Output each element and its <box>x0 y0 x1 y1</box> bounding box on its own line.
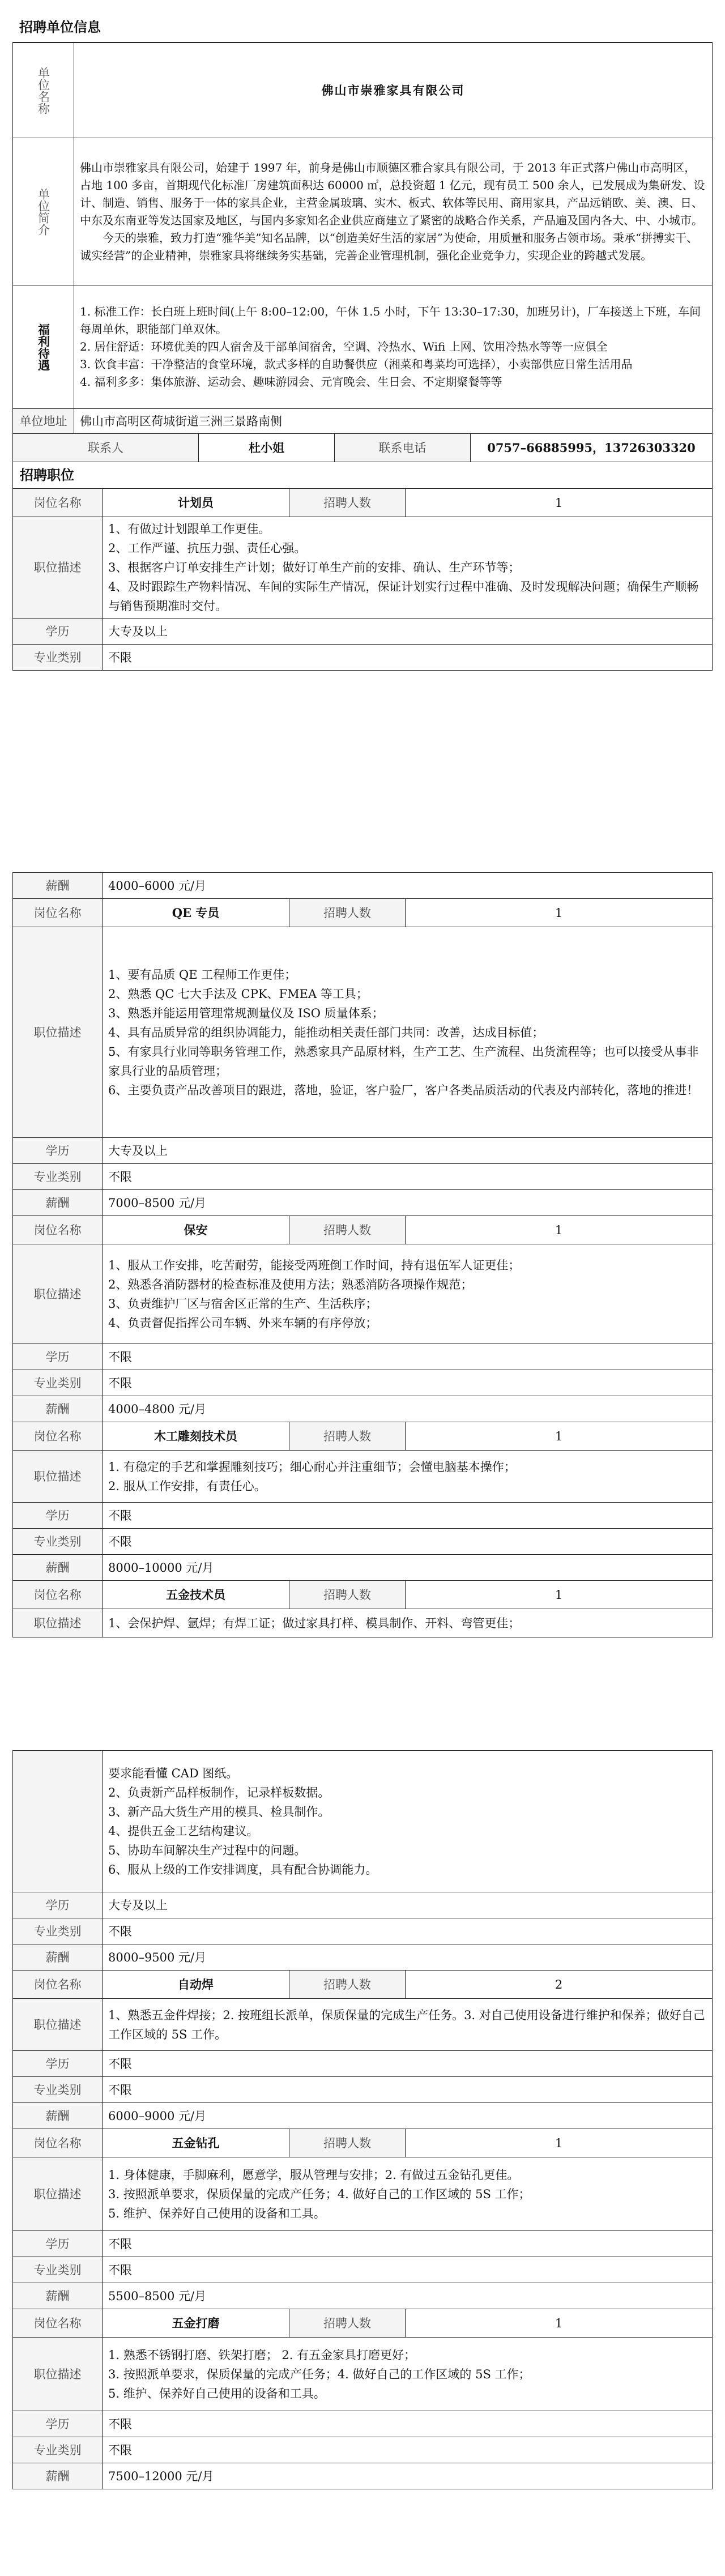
salary-value: 8000–9500 元/月 <box>103 1944 713 1971</box>
job-name-label: 岗位名称 <box>13 1581 103 1609</box>
major-value: 不限 <box>103 1370 713 1396</box>
headcount-label: 招聘人数 <box>289 2309 406 2338</box>
desc-label: 职位描述 <box>13 927 103 1138</box>
job-description <box>103 1244 713 1344</box>
jobs-table-3 <box>12 1750 713 2489</box>
desc-label: 职位描述 <box>13 517 103 619</box>
desc-line: 3、负责维护厂区与宿舍区正常的生产、生活秩序； <box>108 1296 378 1311</box>
company-name: 佛山市崇雅家具有限公司 <box>74 43 713 138</box>
welfare-item: 4. 福利多多：集体旅游、运动会、趣味游园会、元宵晚会、生日会、不定期聚餐等等 <box>80 375 502 389</box>
headcount: 1 <box>406 1422 713 1451</box>
job-name: 自动焊 <box>103 1971 289 1999</box>
desc-line: 6、服从上级的工作安排调度，具有配合协调能力。 <box>108 1862 378 1876</box>
job-name-label: 岗位名称 <box>13 2129 103 2157</box>
major-label: 专业类别 <box>13 1370 103 1396</box>
desc-line: 1、服从工作安排，吃苦耐劳，能接受两班倒工作时间，持有退伍军人证更佳； <box>108 1258 521 1272</box>
edu-label: 学历 <box>13 2051 103 2077</box>
headcount-label: 招聘人数 <box>289 1216 406 1244</box>
job-name: 五金钻孔 <box>103 2129 289 2157</box>
major-value: 不限 <box>103 2257 713 2283</box>
edu-label: 学历 <box>13 1503 103 1529</box>
desc-line: 5. 维护、保养好自己使用的设备和工具。 <box>108 2206 326 2220</box>
salary-label: 薪酬 <box>13 1396 103 1422</box>
headcount-label: 招聘人数 <box>289 2129 406 2157</box>
desc-line: 1. 有稳定的手艺和掌握雕刻技巧；细心耐心并注重细节；会懂电脑基本操作； <box>108 1460 516 1474</box>
phone-label: 联系电话 <box>335 434 471 462</box>
desc-line: 1、熟悉五金件焊接；2. 按班组长派单，保质保量的完成生产任务。3. 对自己使用设备进行维护和保养；做好自己工作区域的 5S 工作。 <box>103 1999 713 2051</box>
edu-label: 学历 <box>13 1138 103 1164</box>
major-label: 专业类别 <box>13 645 103 671</box>
desc-label: 职位描述 <box>13 1244 103 1344</box>
edu-label: 学历 <box>13 619 103 645</box>
salary-value: 4000–4800 元/月 <box>103 1396 713 1422</box>
job-name-label: 岗位名称 <box>13 1971 103 1999</box>
headcount: 1 <box>406 899 713 927</box>
headcount: 1 <box>406 2129 713 2157</box>
desc-line: 4、具有品质异常的组织协调能力，能推动相关责任部门共同：改善，达成目标值； <box>108 1025 544 1039</box>
jobs-title: 招聘职位 <box>12 462 713 488</box>
salary-label: 薪酬 <box>13 873 103 899</box>
major-value: 不限 <box>103 645 713 671</box>
welfare-item: 2. 居住舒适：环境优美的四人宿舍及干部单间宿舍，空调、冷热水、Wifi 上网、饮用冷热水等等一应俱全 <box>80 340 608 353</box>
desc-label: 职位描述 <box>13 1999 103 2051</box>
company-intro-label: 单位简介 <box>13 138 74 285</box>
job-name: QE 专员 <box>103 899 289 927</box>
job-name-label: 岗位名称 <box>13 1216 103 1244</box>
headcount-label: 招聘人数 <box>289 899 406 927</box>
edu-value: 不限 <box>103 2051 713 2077</box>
job-name: 五金技术员 <box>103 1581 289 1609</box>
desc-line: 6、主要负责产品改善项目的跟进，落地，验证，客户验厂，客户各类品质活动的代表及内部转化，落地的推进！ <box>108 1083 699 1097</box>
company-intro <box>74 138 713 285</box>
desc-line: 1、要有品质 QE 工程师工作更佳； <box>108 967 297 982</box>
desc-line: 1、会保护焊、氩焊；有焊工证；做过家具打样、模具制作、开料、弯管更佳； <box>103 1609 713 1637</box>
edu-label: 学历 <box>13 1344 103 1370</box>
headcount: 1 <box>406 2309 713 2338</box>
job-description <box>103 2157 713 2231</box>
desc-label: 职位描述 <box>13 1609 103 1637</box>
address-label: 单位地址 <box>13 409 74 434</box>
desc-line: 2、熟悉 QC 七大手法及 CPK、FMEA 等工具； <box>108 987 368 1001</box>
headcount: 2 <box>406 1971 713 1999</box>
edu-value: 不限 <box>103 1503 713 1529</box>
major-value: 不限 <box>103 1529 713 1555</box>
desc-line: 5. 维护、保养好自己使用的设备和工具。 <box>108 2386 326 2400</box>
salary-label: 薪酬 <box>13 1190 103 1216</box>
salary-value: 6000–9000 元/月 <box>103 2103 713 2129</box>
edu-value: 不限 <box>103 1344 713 1370</box>
desc-line: 1. 身体健康，手脚麻利，愿意学，服从管理与安排；2. 有做过五金钻孔更佳。 <box>108 2168 519 2182</box>
jobs-table-2 <box>12 872 713 1637</box>
edu-label: 学历 <box>13 1892 103 1918</box>
desc-line: 1. 熟悉不锈钢打磨、铁架打磨； 2. 有五金家具打磨更好； <box>108 2348 416 2362</box>
major-value: 不限 <box>103 1918 713 1944</box>
welfare-item: 3. 饮食丰富：干净整洁的食堂环境，款式多样的自助餐供应（湘菜和粤菜均可选择），小卖部供应日常生活用品 <box>80 357 633 371</box>
desc-line: 3、新产品大货生产用的模具、检具制作。 <box>108 1805 330 1819</box>
salary-value: 8000–10000 元/月 <box>103 1555 713 1581</box>
company-info-section <box>12 12 713 671</box>
headcount-label: 招聘人数 <box>289 1581 406 1609</box>
job-name: 木工雕刻技术员 <box>103 1422 289 1451</box>
headcount: 1 <box>406 489 713 517</box>
job-name-label: 岗位名称 <box>13 899 103 927</box>
job-name-label: 岗位名称 <box>13 2309 103 2338</box>
desc-line: 2、熟悉各消防器材的检查标准及使用方法；熟悉消防各项操作规范； <box>108 1277 473 1291</box>
intro-paragraph-1: 佛山市崇雅家具有限公司，始建于 1997 年，前身是佛山市顺德区雅合家具有限公司，于 2013 年正式落户佛山市高明区，占地 100 多亩，首期现代化标准厂房建筑面积达 60000 ㎡，总投资超 1 亿元，现有员工 500 余人，已发展成为集研发、设计、制造、销售、服务于一体的家具企业，主营金属玻璃、实木、板式、软体等民用、商用家具，产品远销欧、美、澳、日、中东及东南亚等发达国家及地区，与国内多家知名企业供应商建立了紧密的战略合作关系，产品遍及国内各大、中、小城市。 <box>80 160 705 227</box>
contact-phone: 0757–66885995，13726303320 <box>471 434 713 462</box>
jobs-section-3 <box>12 1750 713 2489</box>
salary-label: 薪酬 <box>13 2283 103 2309</box>
job-description <box>103 1451 713 1503</box>
welfare-label: 福利待遇 <box>13 285 74 409</box>
edu-value: 不限 <box>103 2411 713 2437</box>
salary-value: 7000–8500 元/月 <box>103 1190 713 1216</box>
company-info-table <box>12 42 713 462</box>
desc-line: 4、及时跟踪生产物料情况、车间的实际生产情况，保证计划实行过程中准确、及时发现解决问题；确保生产顺畅与销售预期准时交付。 <box>108 580 699 613</box>
company-address: 佛山市高明区荷城街道三洲三景路南侧 <box>74 409 713 434</box>
desc-line: 1、有做过计划跟单工作更佳。 <box>108 522 271 536</box>
desc-line: 3. 按照派单要求，保质保量的完成产任务；4. 做好自己的工作区域的 5S 工作； <box>108 2367 531 2381</box>
job-name: 保安 <box>103 1216 289 1244</box>
salary-value: 7500–12000 元/月 <box>103 2463 713 2489</box>
jobs-section-2 <box>12 872 713 1637</box>
desc-line: 要求能看懂 CAD 图纸。 <box>108 1766 238 1780</box>
desc-line: 2、工作严谨、抗压力强、责任心强。 <box>108 541 306 555</box>
edu-value: 大专及以上 <box>103 619 713 645</box>
major-label: 专业类别 <box>13 1918 103 1944</box>
welfare-item: 1. 标准工作：长白班上班时间(上午 8:00–12:00，午休 1.5 小时，下午 13:30–17:30，加班另计)，厂车接送上下班，车间每周单休，职能部门单双休。 <box>80 305 701 336</box>
job-description <box>103 1751 713 1892</box>
contact-label: 联系人 <box>13 434 199 462</box>
salary-value: 4000–6000 元/月 <box>103 873 713 899</box>
desc-label: 职位描述 <box>13 2157 103 2231</box>
salary-value: 5500–8500 元/月 <box>103 2283 713 2309</box>
headcount-label: 招聘人数 <box>289 1971 406 1999</box>
headcount: 1 <box>406 1581 713 1609</box>
job-name: 计划员 <box>103 489 289 517</box>
edu-value: 大专及以上 <box>103 1138 713 1164</box>
job-table-1 <box>12 488 713 671</box>
salary-label: 薪酬 <box>13 1555 103 1581</box>
desc-line: 3、根据客户订单安排生产计划；做好订单生产前的安排、确认、生产环节等； <box>108 561 521 574</box>
edu-value: 大专及以上 <box>103 1892 713 1918</box>
headcount-label: 招聘人数 <box>289 1422 406 1451</box>
major-value: 不限 <box>103 1164 713 1190</box>
desc-label-continued <box>13 1751 103 1892</box>
desc-label: 职位描述 <box>13 1451 103 1503</box>
major-value: 不限 <box>103 2077 713 2103</box>
major-label: 专业类别 <box>13 2077 103 2103</box>
desc-line: 5、有家具行业同等职务管理工作，熟悉家具产品原材料，生产工艺、生产流程、出货流程等；也可以接受从事非家具行业的品质管理； <box>108 1044 699 1078</box>
welfare-list <box>74 285 713 409</box>
company-name-label: 单位名称 <box>13 43 74 138</box>
salary-label: 薪酬 <box>13 2463 103 2489</box>
desc-line: 4、负责督促指挥公司车辆、外来车辆的有序停放； <box>108 1316 378 1330</box>
major-label: 专业类别 <box>13 2437 103 2463</box>
job-description <box>103 927 713 1138</box>
desc-line: 2. 服从工作安排，有责任心。 <box>108 1479 266 1493</box>
desc-line: 4、提供五金工艺结构建议。 <box>108 1824 259 1838</box>
edu-label: 学历 <box>13 2411 103 2437</box>
contact-person: 杜小姐 <box>199 434 335 462</box>
job-description <box>103 517 713 619</box>
headcount-label: 招聘人数 <box>289 489 406 517</box>
job-description <box>103 2338 713 2411</box>
major-label: 专业类别 <box>13 2257 103 2283</box>
major-label: 专业类别 <box>13 1529 103 1555</box>
job-name-label: 岗位名称 <box>13 1422 103 1451</box>
major-value: 不限 <box>103 2437 713 2463</box>
job-name-label: 岗位名称 <box>13 489 103 517</box>
salary-label: 薪酬 <box>13 1944 103 1971</box>
major-label: 专业类别 <box>13 1164 103 1190</box>
edu-value: 不限 <box>103 2231 713 2257</box>
job-name: 五金打磨 <box>103 2309 289 2338</box>
desc-line: 3、熟悉并能运用管理常规测量仪及 ISO 质量体系； <box>108 1006 384 1020</box>
desc-line: 3. 按照派单要求，保质保量的完成产任务；4. 做好自己的工作区域的 5S 工作； <box>108 2187 531 2201</box>
headcount: 1 <box>406 1216 713 1244</box>
desc-line: 2、负责新产品样板制作，记录样板数据。 <box>108 1785 330 1799</box>
salary-label: 薪酬 <box>13 2103 103 2129</box>
section-title: 招聘单位信息 <box>12 12 713 42</box>
desc-line: 5、协助车间解决生产过程中的问题。 <box>108 1843 306 1857</box>
edu-label: 学历 <box>13 2231 103 2257</box>
desc-label: 职位描述 <box>13 2338 103 2411</box>
intro-paragraph-2: 今天的崇雅，致力打造“雅华美”知名品牌，以“创造美好生活的家居”为使命，用质量和服务占领市场。秉承“拼搏实干、诚实经营”的企业精神，崇雅家具将继续务实基础，完善企业管理机制，强化企业竞争力，实现企业的跨越式发展。 <box>80 231 698 262</box>
